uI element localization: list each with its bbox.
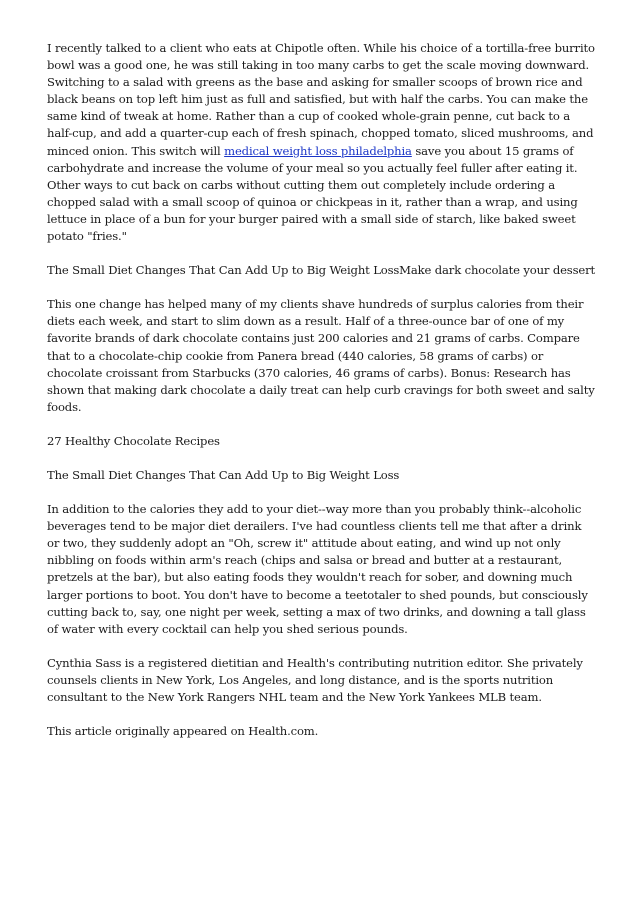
paragraph-chocolate-recipes: 27 Healthy Chocolate Recipes	[47, 433, 220, 448]
paragraph-chipotle	[47, 40, 597, 245]
paragraph-chipotle-text-start: I recently talked to a client who eats at Chipotle often. While his choice of a tortilla-free burrito bowl was a good one, he was still taking in too many carbs to get the scale moving downward. Switching to a salad with greens as the base and asking for smaller scoops of brown rice and black beans on top left him just as full and satisfied, but with half the carbs. You can make the same kind of tweak at home. Rather than a cup of cooked whole-grain penne, cut back to a half-cup, and add a quarter-cup each of fresh spinach, chopped tomato, sliced mushrooms, and minced onion. This switch will	[47, 41, 595, 158]
paragraph-alcohol: In addition to the calories they add to your diet--way more than you probably think--alcoholic beverages tend to be major diet derailers. I've had countless clients tell me that after a drink or two, they suddenly adopt an "Oh, screw it" attitude about eating, and wind up not only nibbling on foods within arm's reach (chips and salsa or bread and butter at a restaurant, pretzels at the bar), but also eating foods they wouldn't reach for sober, and downing much larger portions to boot. You don't have to become a teetotaler to shed pounds, but consciously cutting back to, say, one night per week, setting a max of two drinks, and downing a tall glass of water with every cocktail can help you shed serious pounds.	[47, 502, 588, 636]
article-body	[47, 40, 597, 757]
paragraph-author-bio: Cynthia Sass is a registered dietitian and Health's contributing nutrition editor. She privately counsels clients in New York, Los Angeles, and long distance, and is the sports nutrition consultant to the New York Rangers NHL team and the New York Yankees MLB team.	[47, 655, 583, 704]
paragraph-source-note: This article originally appeared on Health.com.	[47, 724, 319, 739]
paragraph-dark-chocolate-heading: The Small Diet Changes That Can Add Up to Big Weight LossMake dark chocolate your dessert	[47, 263, 596, 278]
paragraph-dark-chocolate: This one change has helped many of my clients shave hundreds of surplus calories from their diets each week, and start to slim down as a result. Half of a three-ounce bar of one of my favorite brands of dark chocolate contains just 200 calories and 21 grams of carbs. Compare that to a chocolate-chip cookie from Panera bread (440 calories, 58 grams of carbs) or chocolate croissant from Starbucks (370 calories, 46 grams of carbs). Bonus: Research has shown that making dark chocolate a daily treat can help curb cravings for both sweet and salty foods.	[47, 297, 595, 414]
paragraph-small-diet-changes: The Small Diet Changes That Can Add Up to Big Weight Loss	[47, 467, 400, 482]
medical-weight-loss-link[interactable]: medical weight loss philadelphia	[224, 143, 412, 158]
paragraph-chipotle-text-end: save you about 15 grams of carbohydrate and increase the volume of your meal so you actually feel fuller after eating it. Other ways to cut back on carbs without cutting them out completely include ordering a chopped salad with a small scoop of quinoa or chickpeas in it, rather than a wrap, and using lettuce in place of a bun for your burger paired with a small side of starch, like baked sweet potato "fries."	[47, 143, 578, 244]
